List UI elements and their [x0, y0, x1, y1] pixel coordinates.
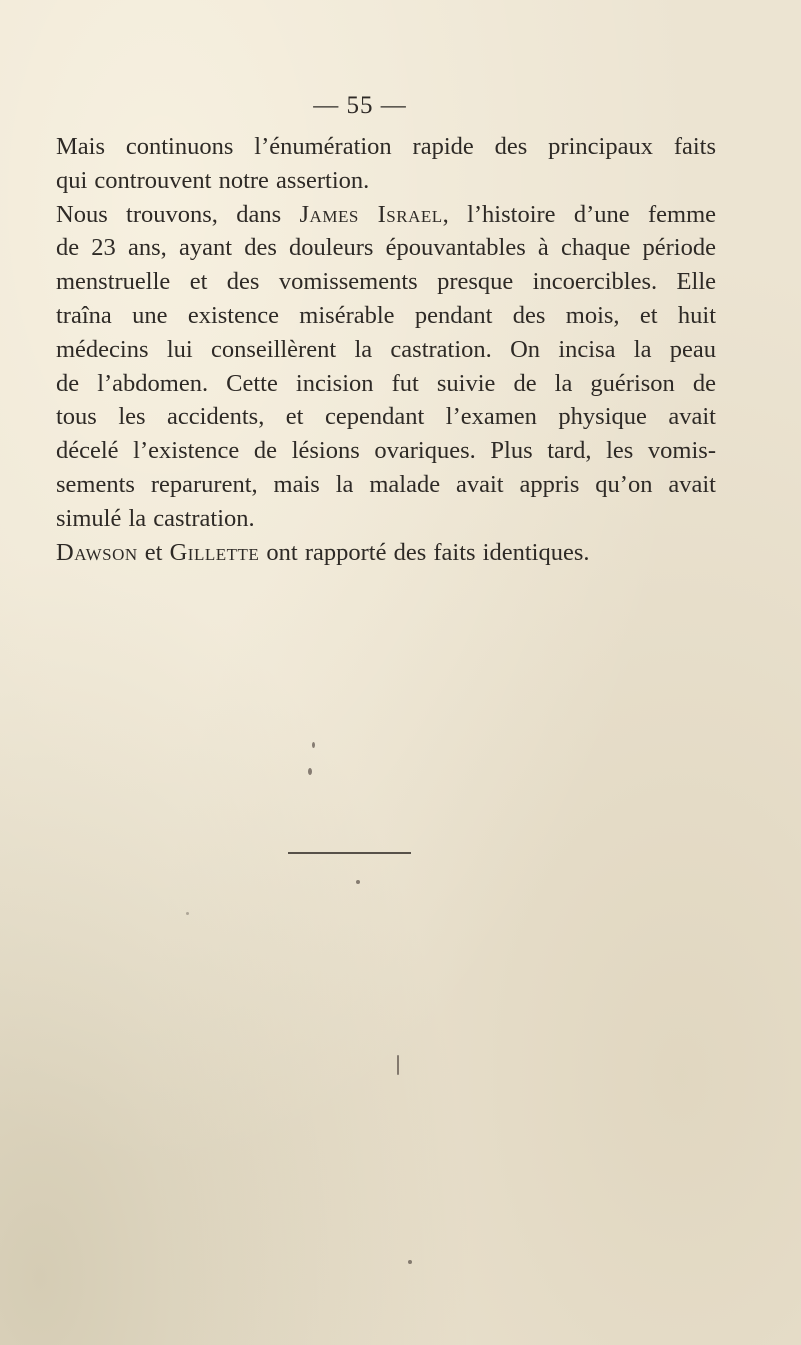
ink-speck	[408, 1260, 412, 1264]
ink-speck	[308, 768, 312, 775]
text-line: Dawson et Gillette ont rapporté des faits identiques.	[56, 538, 590, 566]
text-line: de 23 ans, ayant des douleurs épouvantables à chaque période	[56, 234, 716, 262]
text-line: qui controuvent notre assertion.	[56, 166, 370, 194]
ink-speck	[312, 742, 315, 748]
ink-speck	[356, 880, 360, 884]
text-line: de l’abdomen. Cette incision fut suivie de la guérison de	[56, 369, 716, 397]
ink-speck	[186, 912, 189, 915]
section-rule	[288, 852, 411, 854]
body-text	[56, 130, 716, 569]
text-line: menstruelle et des vomissements presque incoercibles. Elle	[56, 268, 716, 296]
text-line: médecins lui conseillèrent la castration. On incisa la peau	[56, 335, 716, 363]
text-line: décelé l’existence de lésions ovariques. Plus tard, les vomis-	[56, 437, 716, 465]
text-line: traîna une existence misérable pendant des mois, et huit	[56, 301, 716, 329]
text-line: sements reparurent, mais la malade avait appris qu’on avait	[56, 470, 716, 498]
paragraph-2	[56, 198, 716, 536]
text-line: simulé la castration.	[56, 504, 255, 532]
ink-speck	[397, 1055, 399, 1075]
paragraph-1	[56, 130, 716, 198]
page-number: — 55 —	[313, 92, 407, 119]
paragraph-3	[56, 536, 716, 570]
text-line: tous les accidents, et cependant l’examen physique avait	[56, 403, 716, 431]
text-line: Mais continuons l’énumération rapide des principaux faits	[56, 133, 716, 160]
text-line: Nous trouvons, dans James Israel, l’histoire d’une femme	[56, 200, 717, 228]
